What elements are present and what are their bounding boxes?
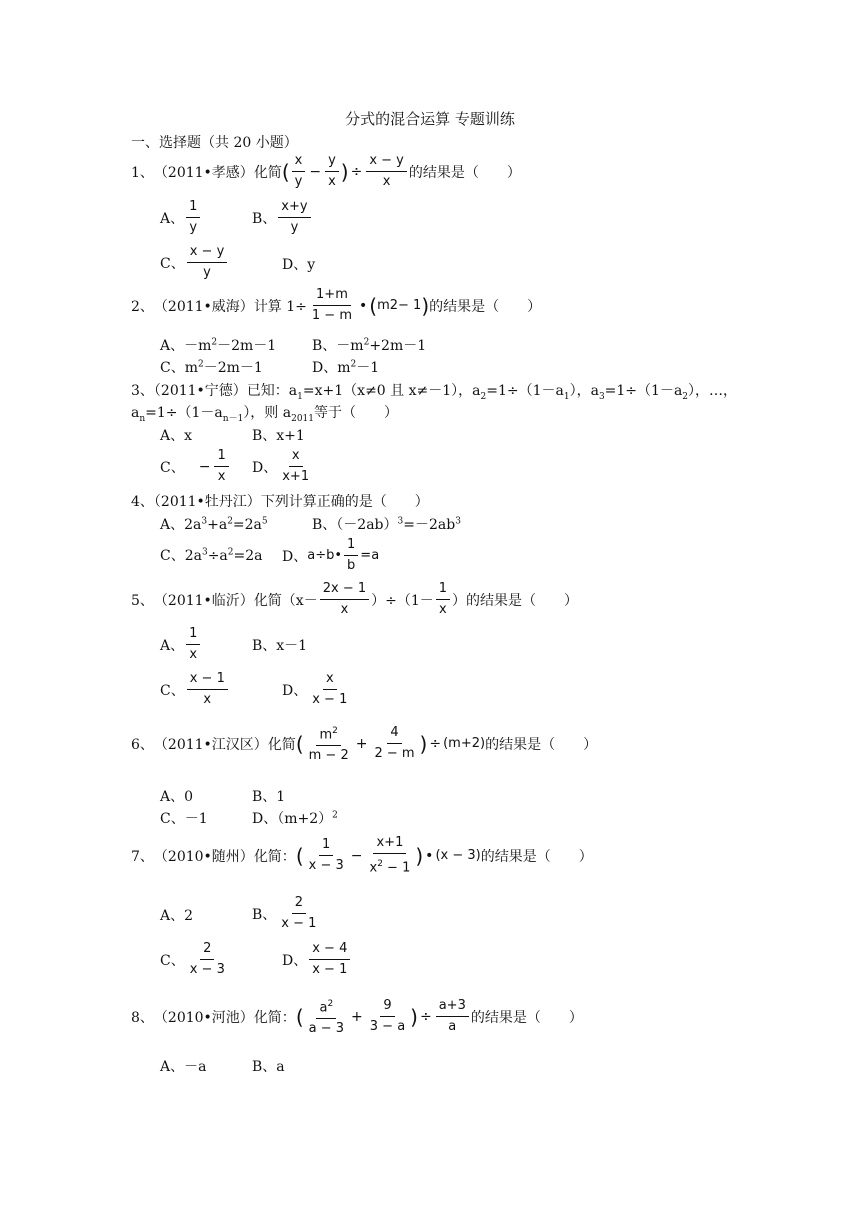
q4-option-b[interactable]: B、$(-2ab)^3=-2ab^3$ bbox=[312, 516, 461, 533]
question-3-line1: 3、（2011•宁德）已知：$a_1=x+1(x\ne 0$ 且 x≠－1），$a_2=1\div(1-a_1)$，$a_3=1\div(1-a_2)$，…， bbox=[131, 383, 738, 402]
q3-option-c[interactable]: C、 − $\frac{1}{x}$ bbox=[160, 447, 231, 486]
q5-option-b[interactable]: B、x－1 bbox=[252, 638, 308, 654]
q3-option-a[interactable]: A、x bbox=[160, 428, 193, 444]
q6-option-b[interactable]: B、1 bbox=[252, 789, 286, 805]
question-7: 7、 （2010•随州） 化简： ( $\frac{1}{x - 3}$ − $\frac{x+1}{x^2 - 1}$ ) • (x − 3) 的结果是（ ） bbox=[131, 835, 593, 876]
question-4: 4、（2011•牡丹江）下列计算正确的是（ ） bbox=[131, 494, 429, 510]
q2-option-a[interactable]: A、$-m^2-2m-1$ bbox=[160, 337, 277, 354]
q4-option-a[interactable]: A、$2a^3+a^2=2a^5$ bbox=[160, 516, 268, 533]
q5-option-c[interactable]: C、 $\frac{x - 1}{x}$ bbox=[160, 670, 230, 709]
q4-option-d[interactable]: D、 a÷b• $\frac{1}{b}$ =a bbox=[282, 537, 380, 573]
q7-option-b[interactable]: B、 $\frac{2}{x - 1}$ bbox=[252, 895, 317, 931]
q1-option-d[interactable]: D、y bbox=[282, 257, 316, 273]
q1-option-b[interactable]: B、 $\frac{x+y}{y}$ bbox=[252, 198, 313, 237]
section-heading: 一、选择题（共 20 小题） bbox=[131, 135, 298, 151]
q5-option-d[interactable]: D、 $\frac{x}{x - 1}$ bbox=[282, 671, 348, 707]
q1-option-a[interactable]: A、 $\frac{1}{y}$ bbox=[160, 198, 202, 237]
q2-option-d[interactable]: D、$m^2-1$ bbox=[312, 359, 380, 376]
q8-option-a[interactable]: A、－a bbox=[160, 1059, 207, 1075]
q6-option-c[interactable]: C、－1 bbox=[160, 811, 208, 827]
q7-option-a[interactable]: A、2 bbox=[160, 908, 194, 924]
question-2: 2、 （2011•威海） 计算 1÷ $\frac{1+m}{1 - m}$ • ( m 2 − 1 ) 的结果是（ ） bbox=[131, 287, 542, 323]
q7-option-c[interactable]: C、 $\frac{2}{x - 3}$ bbox=[160, 941, 225, 977]
q1-option-c[interactable]: C、 $\frac{x - y}{y}$ bbox=[160, 243, 229, 282]
q2-option-b[interactable]: B、$-m^2+2m-1$ bbox=[312, 337, 427, 354]
question-8: 8、 （2010•河池） 化简： ( $\frac{a^2}{a - 3}$ + $\frac{9}{3 - a}$ ) ÷ $\frac{a+3}{a}$ 的结果是（ ） bbox=[131, 995, 583, 1038]
q7-option-d[interactable]: D、 $\frac{x - 4}{x - 1}$ bbox=[282, 940, 352, 979]
q3-option-b[interactable]: B、x+1 bbox=[252, 428, 305, 444]
page-title: 分式的混合运算 专题训练 bbox=[345, 110, 515, 128]
q2-option-c[interactable]: C、$m^2-2m-1$ bbox=[160, 359, 263, 376]
q6-option-a[interactable]: A、0 bbox=[160, 789, 194, 805]
q4-option-c[interactable]: C、$2a^3\div a^2=2a$ bbox=[160, 547, 263, 564]
question-3-line2: $a_n=1\div(1-a_{n-1})$，则 $a_{2011}$等于（ ） bbox=[131, 405, 399, 424]
q6-option-d[interactable]: D、$(m+2)^2$ bbox=[252, 810, 338, 827]
q5-option-a[interactable]: A、 $\frac{1}{x}$ bbox=[160, 625, 202, 664]
question-1: 1、 （2011•孝感） 化简 ( $\frac{x}{y}$ − $\frac{y}{x}$ ) ÷ $\frac{x - y}{x}$ 的结果是（ ） bbox=[131, 153, 521, 189]
q8-option-b[interactable]: B、a bbox=[252, 1059, 285, 1075]
question-6: 6、 （2011•江汉区） 化简 ( $\frac{m^2}{m - 2}$ + $\frac{4}{2 - m}$ ) ÷ (m+2) 的结果是（ ） bbox=[131, 722, 597, 765]
question-5: 5、 （2011•临沂） 化简（x－ $\frac{2x - 1}{x}$ ）÷（1－ $\frac{1}{x}$ ）的结果是（ ） bbox=[131, 581, 579, 617]
q3-option-d[interactable]: D、 $\frac{x}{x+1}$ bbox=[252, 448, 310, 484]
